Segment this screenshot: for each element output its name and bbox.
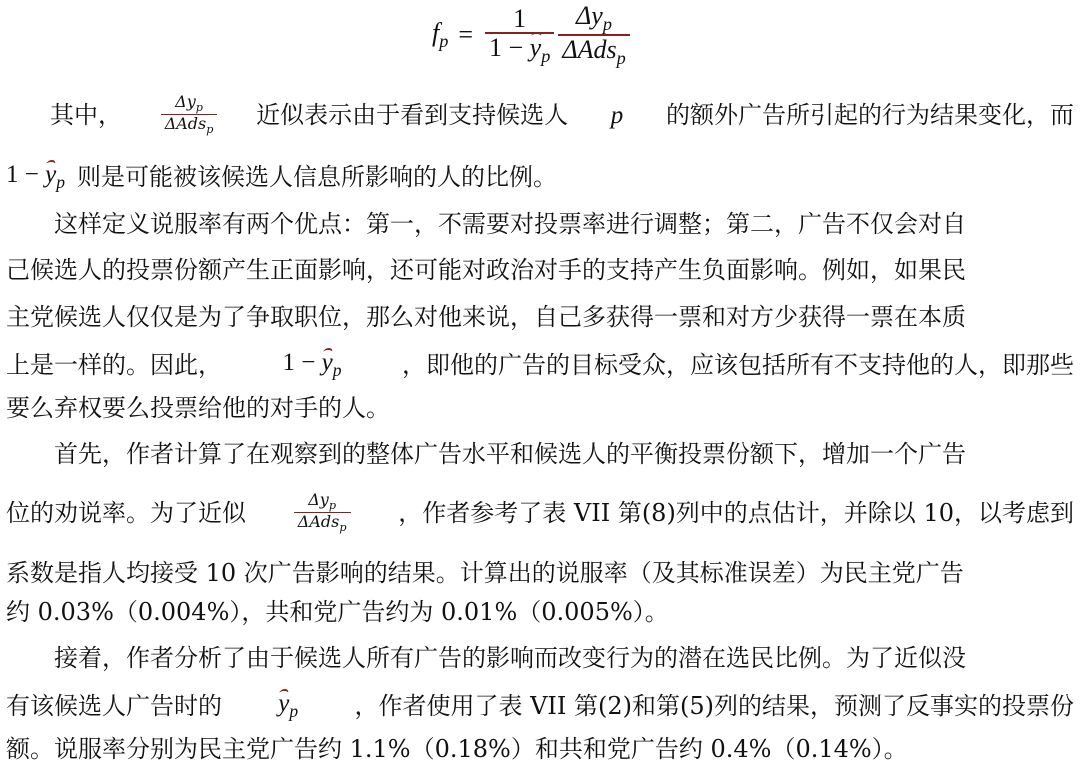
paragraph-line-10: 系数是指人均接受 10 次广告影响的结果。计算出的说服率（及其标准误差）为民主党广告 (6, 559, 964, 587)
inline-fraction-dy-dads-2: $\frac{\Delta y_p}{\Delta Ads_p}$ (294, 492, 351, 534)
paragraph-line-11: 约 0.03%（0.004%），共和党广告约为 0.01%（0.005%）。 (6, 598, 669, 626)
formula-fraction-1: $\frac{1}{1 - y_p}$ (485, 5, 554, 67)
inline-one-minus-y-2: $1 - y_p$ (282, 349, 342, 380)
paragraph-line-9: 位的劝说率。为了近似 $\frac{\Delta y_p}{\Delta Ads_p}$ ，作者参考了表 VII 第(8)列中的点估计，并除以 10，以考虑到 (6, 490, 1074, 535)
paragraph-line-5: 主党候选人仅仅是为了争取职位，那么对他来说，自己多获得一票和对方少获得一票在本质 (6, 303, 966, 331)
paragraph-line-12: 接着，作者分析了由于候选人所有广告的影响而改变行为的潜在选民比例。为了近似没 (6, 644, 966, 672)
inline-y-tilde: $y_p$ (278, 690, 299, 721)
formula-fp (432, 2, 632, 69)
paragraph-line-6: 上是一样的。因此， $1 - y_p$ ，即他的广告的目标受众，应该包括所有不支持他的人，即那些 (6, 349, 1074, 380)
paragraph-line-7: 要么弃权要么投票给他的对手的人。 (6, 394, 390, 422)
paragraph-line-14: 额。说服率分别为民主党广告约 1.1%（0.18%）和共和党广告约 0.4%（0.14%）。 (6, 735, 908, 763)
paragraph-line-2: $1 - y_p$ 则是可能被该候选人信息所影响的人的比例。 (6, 161, 557, 192)
formula-fraction-2: $\frac{\Delta y_p}{\Delta Ads_p}$ (558, 2, 629, 69)
paragraph-line-3: 这样定义说服率有两个优点：第一，不需要对投票率进行调整；第二，广告不仅会对自 (6, 210, 966, 238)
paragraph-line-13: 有该候选人广告时的 $y_p$ ，作者使用了表 VII 第(2)和第(5)列的结果，预测了反事实的投票份 (6, 690, 1074, 721)
formula-lhs: $f_p$ (432, 18, 449, 52)
inline-var-p: p (610, 101, 624, 129)
paragraph-line-1: 其中， $\frac{\Delta y_p}{\Delta Ads_p}$ 近似表示由于看到支持候选人 p 的额外广告所引起的行为结果变化，而 (50, 92, 1074, 137)
paragraph-line-8: 首先，作者计算了在观察到的整体广告水平和候选人的平衡投票份额下，增加一个广告 (6, 440, 966, 468)
inline-one-minus-y: $1 - y_p$ (6, 161, 65, 192)
formula-equals: = (458, 20, 473, 50)
paragraph-line-4: 己候选人的投票份额产生正面影响，还可能对政治对手的支持产生负面影响。例如，如果民 (6, 256, 966, 284)
inline-fraction-dy-dads: $\frac{\Delta y_p}{\Delta Ads_p}$ (161, 94, 218, 136)
